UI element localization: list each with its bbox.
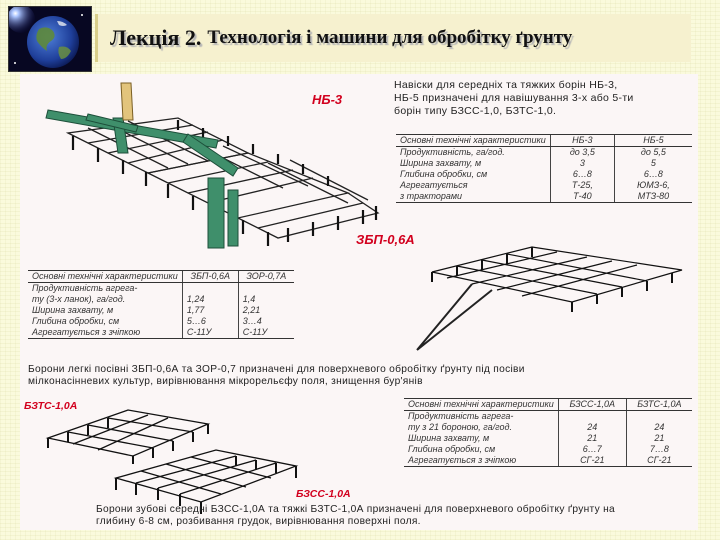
table-cell: СГ-21 bbox=[626, 455, 692, 467]
table-cell: до 5,5 bbox=[614, 147, 692, 159]
table-cell: Продуктивність, га/год. bbox=[400, 147, 505, 157]
table-row bbox=[404, 422, 692, 433]
table-cell: 3…4 bbox=[238, 316, 294, 327]
nb3-description bbox=[394, 79, 694, 118]
table-cell bbox=[238, 283, 294, 295]
table-cell: з тракторами bbox=[396, 191, 550, 203]
nb3-description-line: НБ-5 призначені для навішування 3-х або 5-ти bbox=[394, 92, 634, 104]
zbp-harrow-illustration bbox=[412, 232, 692, 357]
table-cell: Т-40 bbox=[550, 191, 614, 203]
table-header-cell: НБ-3 bbox=[550, 135, 614, 147]
table-row bbox=[28, 327, 294, 339]
zbp-description bbox=[28, 364, 698, 388]
table-cell: СГ-21 bbox=[558, 455, 626, 467]
table-header-cell: Основні технічні характеристики bbox=[396, 135, 550, 147]
table-row bbox=[404, 455, 692, 467]
table-cell: до 3,5 bbox=[550, 147, 614, 159]
zbp-description-line: Борони легкі посівні ЗБП-0,6А та ЗОР-0,7 призначені для поверхневого обробітку ґрунту під посіви bbox=[28, 364, 525, 375]
table-cell: Ширина захвату, м bbox=[400, 158, 482, 168]
table-cell: 5…6 bbox=[182, 316, 238, 327]
bzss-label: БЗСС-1,0А bbox=[296, 488, 351, 500]
table-cell: 7…8 bbox=[626, 444, 692, 455]
table-row bbox=[28, 283, 294, 295]
table-cell: Агрегатується bbox=[400, 180, 468, 190]
lecture-number: Лекція 2. bbox=[110, 25, 202, 50]
table-cell: Глибина обробки, см bbox=[400, 169, 488, 179]
table-cell: Агрегатується з зчіпкою bbox=[28, 327, 182, 339]
table-cell: Глибина обробки, см bbox=[408, 444, 496, 454]
table-cell: 6…8 bbox=[550, 169, 614, 180]
table-header-row bbox=[396, 135, 692, 147]
table-cell: ту з 21 бороною, га/год. bbox=[408, 422, 512, 432]
zbp-spec-table bbox=[28, 270, 294, 339]
table-cell: Глибина обробки, см bbox=[32, 316, 120, 326]
table-cell: Ширина захвату, м bbox=[408, 433, 490, 443]
nb3-description-line: борін типу БЗСС-1,0, БЗТС-1,0. bbox=[394, 105, 557, 117]
table-row bbox=[396, 169, 692, 180]
table-cell: 24 bbox=[558, 422, 626, 433]
table-cell: 1,24 bbox=[182, 294, 238, 305]
nb3-spec-table bbox=[396, 134, 692, 203]
table-cell: 21 bbox=[626, 433, 692, 444]
table-cell: ту (3-х ланок), га/год. bbox=[32, 294, 126, 304]
table-row bbox=[28, 316, 294, 327]
bztc-label: БЗТС-1,0А bbox=[24, 400, 78, 412]
table-header-row bbox=[28, 271, 294, 283]
table-cell bbox=[626, 411, 692, 423]
table-header-cell: Основні технічні характеристики bbox=[404, 399, 558, 411]
bztc-description-line: Борони зубові середні БЗСС-1,0А та тяжкі БЗТС-1,0А призначені для поверхневого обробітку ґрунту на bbox=[96, 504, 616, 515]
scanned-page bbox=[20, 74, 698, 530]
table-cell: Ширина захвату, м bbox=[32, 305, 114, 315]
table-row bbox=[404, 411, 692, 423]
table-cell: 6…7 bbox=[558, 444, 626, 455]
table-cell: 24 bbox=[626, 422, 692, 433]
table-cell: МТЗ-80 bbox=[614, 191, 692, 203]
table-row bbox=[404, 433, 692, 444]
table-cell: С-11У bbox=[238, 327, 294, 339]
table-cell: ЮМЗ-6, bbox=[614, 180, 692, 191]
table-cell bbox=[558, 411, 626, 423]
table-cell: Продуктивність агрега- bbox=[32, 283, 138, 293]
table-cell: Продуктивність агрега- bbox=[408, 411, 514, 421]
slide-title: Технологія і машини для обробітку ґрунту bbox=[207, 27, 573, 48]
table-cell: 1,4 bbox=[238, 294, 294, 305]
table-row bbox=[396, 180, 692, 191]
table-row bbox=[396, 147, 692, 159]
table-header-cell: Основні технічні характеристики bbox=[28, 271, 182, 283]
table-cell: 5 bbox=[614, 158, 692, 169]
table-cell: 3 bbox=[550, 158, 614, 169]
table-row bbox=[28, 294, 294, 305]
globe-icon bbox=[8, 6, 92, 72]
table-row bbox=[404, 444, 692, 455]
table-row bbox=[396, 158, 692, 169]
title-bar bbox=[95, 14, 691, 62]
bztc-description bbox=[96, 504, 696, 528]
table-cell: С-11У bbox=[182, 327, 238, 339]
table-row bbox=[396, 191, 692, 203]
table-header-cell: ЗОР-0,7А bbox=[238, 271, 294, 283]
nb3-label: НБ-3 bbox=[312, 92, 343, 107]
table-header-cell: БЗТС-1,0А bbox=[626, 399, 692, 411]
table-cell: 6…8 bbox=[614, 169, 692, 180]
table-cell: Агрегатується з зчіпкою bbox=[404, 455, 558, 467]
zbp-label: ЗБП-0,6А bbox=[356, 232, 415, 247]
bztc-description-line: глибину 6-8 см, розбивання грудок, вирівнювання поверхні поля. bbox=[96, 516, 421, 527]
table-header-cell: БЗСС-1,0А bbox=[558, 399, 626, 411]
table-cell: 2,21 bbox=[238, 305, 294, 316]
table-header-row bbox=[404, 399, 692, 411]
table-cell: 1,77 bbox=[182, 305, 238, 316]
table-cell bbox=[182, 283, 238, 295]
bztc-spec-table bbox=[404, 398, 692, 467]
table-cell: Т-25, bbox=[550, 180, 614, 191]
table-row bbox=[28, 305, 294, 316]
table-header-cell: НБ-5 bbox=[614, 135, 692, 147]
table-header-cell: ЗБП-0,6А bbox=[182, 271, 238, 283]
table-cell: 21 bbox=[558, 433, 626, 444]
zbp-description-line: мілконасінневих культур, вирівнювання мікрорельєфу поля, знищення бур'янів bbox=[28, 376, 423, 387]
nb3-description-line: Навіски для середніх та тяжких борін НБ-3, bbox=[394, 79, 618, 91]
